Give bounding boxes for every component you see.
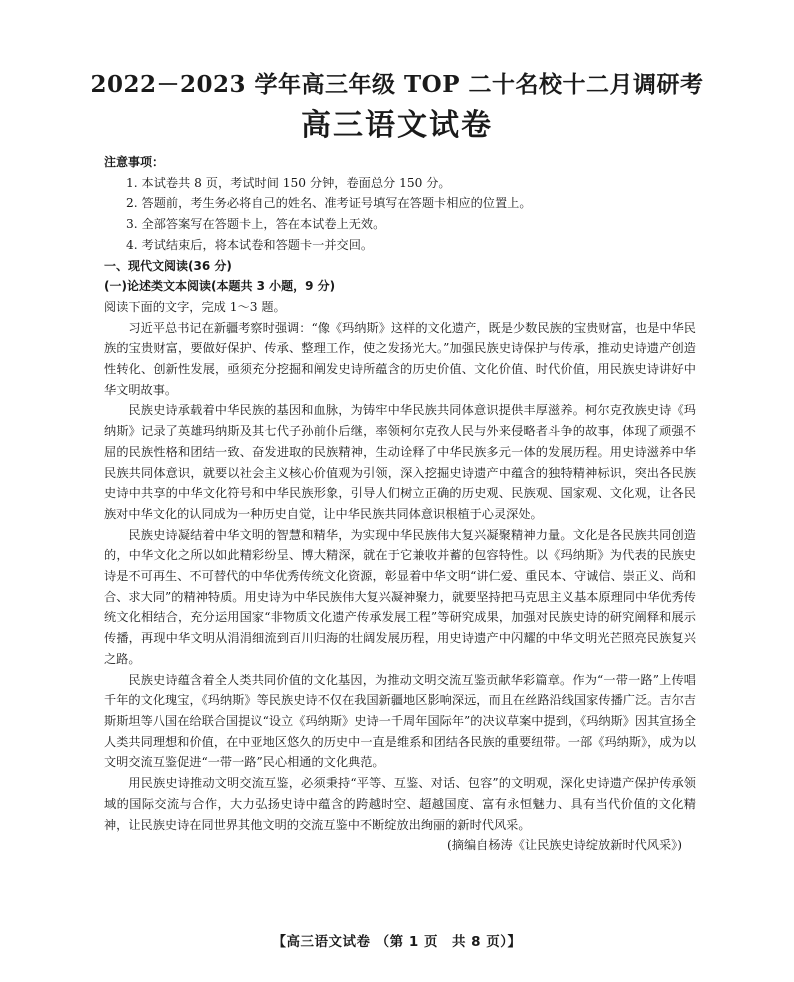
article-paragraph-1: 习近平总书记在新疆考察时强调：“像《玛纳斯》这样的文化遗产，既是少数民族的宝贵财富，也是中华民族的宝贵财富，要做好保护、传承、整理工作，使之发扬光大。”加强民族史诗保护与传承，推动史诗遗产创造性转化、创新性发展，亟须充分挖掘和阐发史诗所蕴含的历史价值、文化价值、时代价值，用民族史诗讲好中华文明故事。 <box>104 320 696 397</box>
article-paragraph-2: 民族史诗承载着中华民族的基因和血脉，为铸牢中华民族共同体意识提供丰厚滋养。柯尔克孜族史诗《玛纳斯》记录了英雄玛纳斯及其七代子孙前仆后继，率领柯尔克孜人民与外来侵略者斗争的故事，体现了顽强不屈的民族性格和团结一致、奋发进取的民族精神，生动诠释了中华民族多元一体的发展历程。用史诗滋养中华民族共同体意识，就要以社会主义核心价值观为引领，深入挖掘史诗遗产中蕴含的独特精神标识，突出各民族史诗中共享的中华文化符号和中华民族形象，引导人们树立正确的历史观、民族观、国家观、文化观，让各民族对中华文化的认同成为一种历史自觉，让中华民族共同体意识根植于心灵深处。 <box>104 403 696 521</box>
page-content <box>104 152 696 856</box>
notes-heading: 注意事项： <box>104 155 165 169</box>
note-item-2: 2. 答题前，考生务必将自己的姓名、准考证号填写在答题卡相应的位置上。 <box>126 196 532 211</box>
exam-subject-title: 高三语文试卷 <box>301 108 493 143</box>
note-item-1: 1. 本试卷共 8 页，考试时间 150 分钟，卷面总分 150 分。 <box>126 175 451 190</box>
section-heading: 一、现代文阅读(36 分) <box>104 258 232 273</box>
article-paragraph-5: 用民族史诗推动文明交流互鉴，必须秉持“平等、互鉴、对话、包容”的文明观，深化史诗遗产保护传承领域的国际交流与合作，大力弘扬史诗中蕴含的跨越时空、超越国度、富有永恒魅力、具有当代价值的文化精神，让民族史诗在同世界其他文明的交流互鉴中不断绽放出绚丽的新时代风采。 <box>104 776 696 832</box>
article-paragraph-3: 民族史诗凝结着中华文明的智慧和精华，为实现中华民族伟大复兴凝聚精神力量。文化是各民族共同创造的，中华文化之所以如此精彩纷呈、博大精深，就在于它兼收并蓄的包容特性。以《玛纳斯》为代表的民族史诗是不可再生、不可替代的中华优秀传统文化资源，彰显着中华文明“讲仁爱、重民本、守诚信、崇正义、尚和合、求大同”的精神特质。用史诗为中华民族伟大复兴凝神聚力，就要坚持把马克思主义基本原理同中华优秀传统文化相结合，充分运用国家“非物质文化遗产传承发展工程”等研究成果，加强对民族史诗的研究阐释和展示传播，再现中华文明从涓涓细流到百川归海的壮阔发展历程，用史诗遗产中闪耀的中华文明光芒照亮民族复兴之路。 <box>104 527 696 666</box>
section-subheading: (一)论述类文本阅读(本题共 3 小题，9 分) <box>104 279 336 294</box>
page-footer: 【高三语文试卷 （第 1 页 共 8 页）】 <box>272 934 522 950</box>
note-item-4: 4. 考试结束后，将本试卷和答题卡一并交回。 <box>126 237 374 252</box>
article-paragraph-4: 民族史诗蕴含着全人类共同价值的文化基因，为推动文明交流互鉴贡献华彩篇章。作为“一带一路”上传唱千年的文化瑰宝，《玛纳斯》等民族史诗不仅在我国新疆地区影响深远，而且在丝路沿线国家传播广泛。吉尔吉斯斯坦等八国在给联合国提议“设立《玛纳斯》史诗一千周年国际年”的决议草案中提到，《玛纳斯》因其宣扬全人类共同理想和价值，在中亚地区悠久的历史中一直是维系和团结各民族的重要纽带。一部《玛纳斯》，成为以文明交流互鉴促进“一带一路”民心相通的文化典范。 <box>104 672 696 770</box>
article-source: (摘编自杨涛《让民族史诗绽放新时代风采》) <box>447 838 682 853</box>
reading-instruction: 阅读下面的文字，完成 1～3 题。 <box>104 299 286 314</box>
note-item-3: 3. 全部答案写在答题卡上，答在本试卷上无效。 <box>126 217 386 232</box>
exam-title: 2022－2023 学年高三年级 TOP 二十名校十二月调研考 <box>90 71 704 98</box>
